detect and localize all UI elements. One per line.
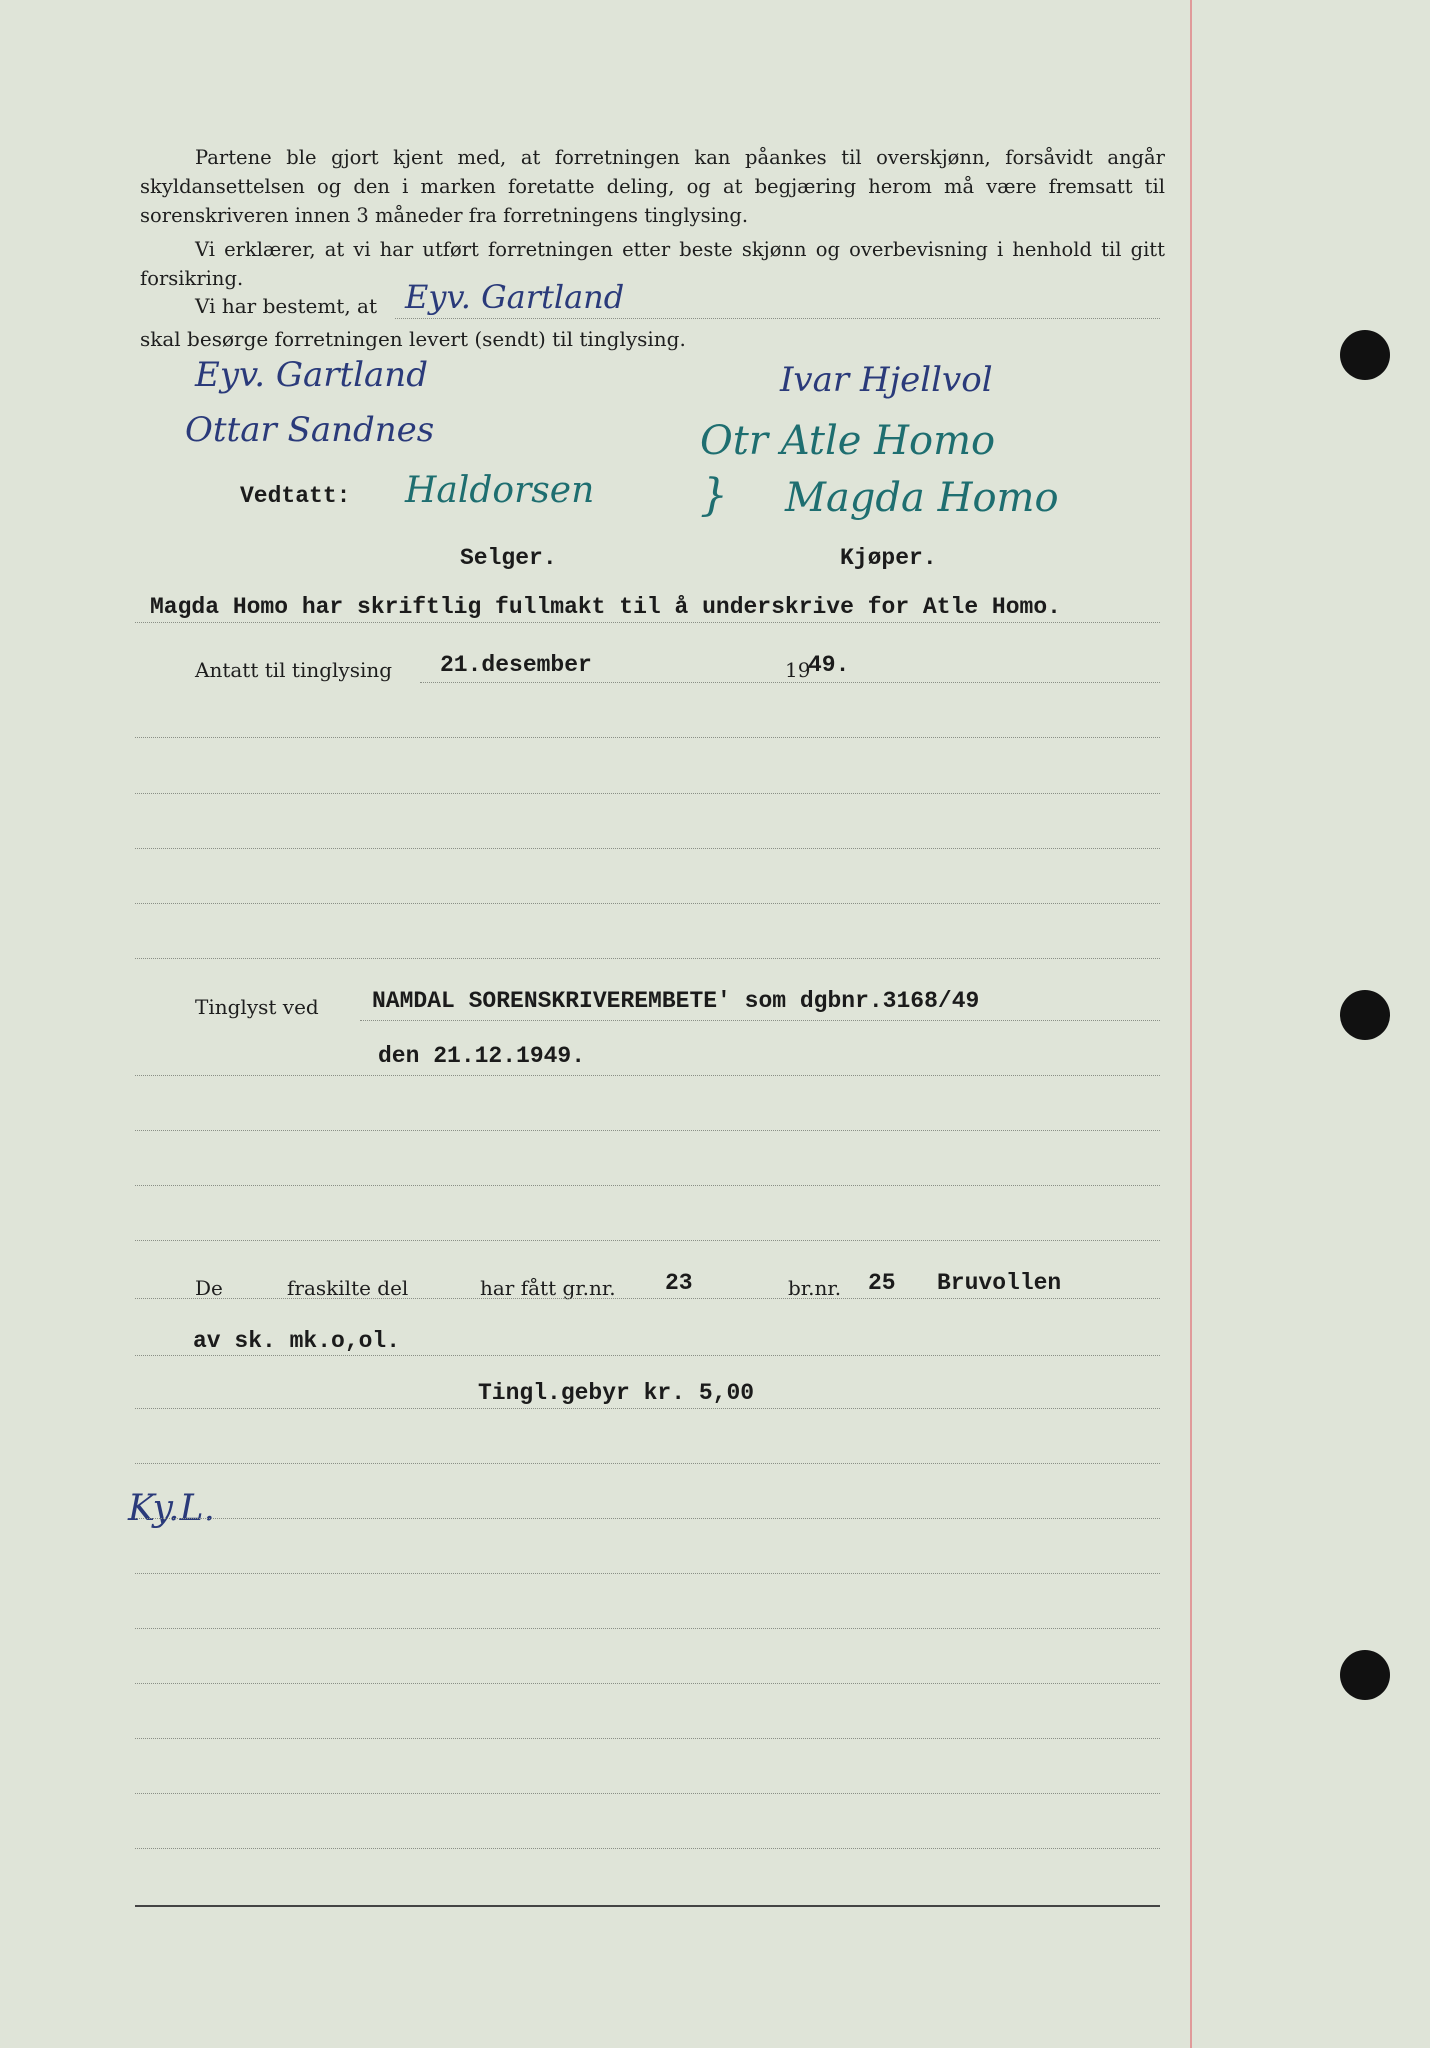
fraskilte-name: Bruvollen [937,1270,1062,1296]
punch-hole [1340,990,1390,1040]
paragraph-appeal: Partene ble gjort kjent med, at forretningen kan påankes til overskjønn, forsåvidt angår skyldansettelsen og den i marken foretatte deling, og at begjæring herom må være fremsatt til sorenskriveren innen 3 måneder fra forretningens tinglysing. [140,146,1165,227]
levert-text: skal besørge forretningen levert (sendt) til tinglysing. [140,327,686,351]
antatt-year-prefix: 19 [785,658,811,682]
fraskilte-brnr: 25 [868,1270,896,1296]
gebyr-text: Tingl.gebyr kr. 5,00 [478,1380,755,1406]
dotted-line [135,958,1160,959]
vedtatt-label: Vedtatt: [240,483,351,509]
tinglyst-label: Tinglyst ved [195,995,319,1019]
dotted-line [135,1408,1160,1409]
fraskilte-har-fatt: har fått gr.nr. [480,1276,616,1300]
dotted-line [135,1793,1160,1794]
kjoper-label: Kjøper. [840,545,937,571]
initials-signature: Ky.L. [128,1488,215,1529]
fraskilte-skyld: av sk. mk.o,ol. [193,1328,401,1354]
dotted-line [135,1738,1160,1739]
dotted-line [135,1683,1160,1684]
selger-label: Selger. [460,545,557,571]
dotted-line [420,682,1160,683]
dotted-line [135,793,1160,794]
dotted-line [135,1130,1160,1131]
margin-rule [1190,0,1192,2048]
fraskilte-brnr-label: br.nr. [788,1276,842,1300]
dotted-line [360,1020,1160,1021]
dotted-line [135,903,1160,904]
bestemt-label: Vi har bestemt, at [195,294,378,318]
vedtatt-signature: Haldorsen [405,470,595,511]
antatt-date: 21.desember [440,652,592,678]
tinglyst-text: NAMDAL SORENSKRIVEREMBETE' som dgbnr.3168/49 [372,988,980,1014]
fullmakt-text: Magda Homo har skriftlig fullmakt til å underskrive for Atle Homo. [150,594,1061,620]
signature-right-3: Magda Homo [785,475,1059,521]
dotted-line [135,1463,1160,1464]
signature-left-2: Ottar Sandnes [185,410,435,450]
signature-right-1: Ivar Hjellvol [780,360,993,400]
antatt-label: Antatt til tinglysing [195,658,393,682]
punch-hole [1340,330,1390,380]
fraskilte-grnr: 23 [665,1270,693,1296]
dotted-line [135,1298,1160,1299]
signature-left-1: Eyv. Gartland [195,355,428,395]
dotted-line [135,1355,1160,1356]
dotted-line [135,1075,1160,1076]
dotted-line [135,1573,1160,1574]
dotted-line [135,1848,1160,1849]
dotted-line [135,622,1160,623]
dotted-line [135,1518,1160,1519]
fraskilte-de: De [195,1276,223,1300]
dotted-line [135,848,1160,849]
dotted-line [135,1240,1160,1241]
paragraph-declaration: Vi erklærer, at vi har utført forretningen etter beste skjønn og overbevisning i henhold til gitt forsikring. [140,238,1165,290]
brace-mark: } [700,470,728,521]
bottom-rule [135,1905,1160,1907]
dotted-line [135,1628,1160,1629]
fraskilte-del: fraskilte del [287,1276,409,1300]
tinglyst-date: den 21.12.1949. [378,1043,586,1069]
punch-hole [1340,1650,1390,1700]
antatt-year-suffix: 49. [808,652,850,678]
dotted-line [135,737,1160,738]
dotted-line [395,318,1160,319]
bestemt-handwritten-name: Eyv. Gartland [405,278,625,316]
signature-right-2: Otr Atle Homo [700,418,996,464]
dotted-line [135,1185,1160,1186]
